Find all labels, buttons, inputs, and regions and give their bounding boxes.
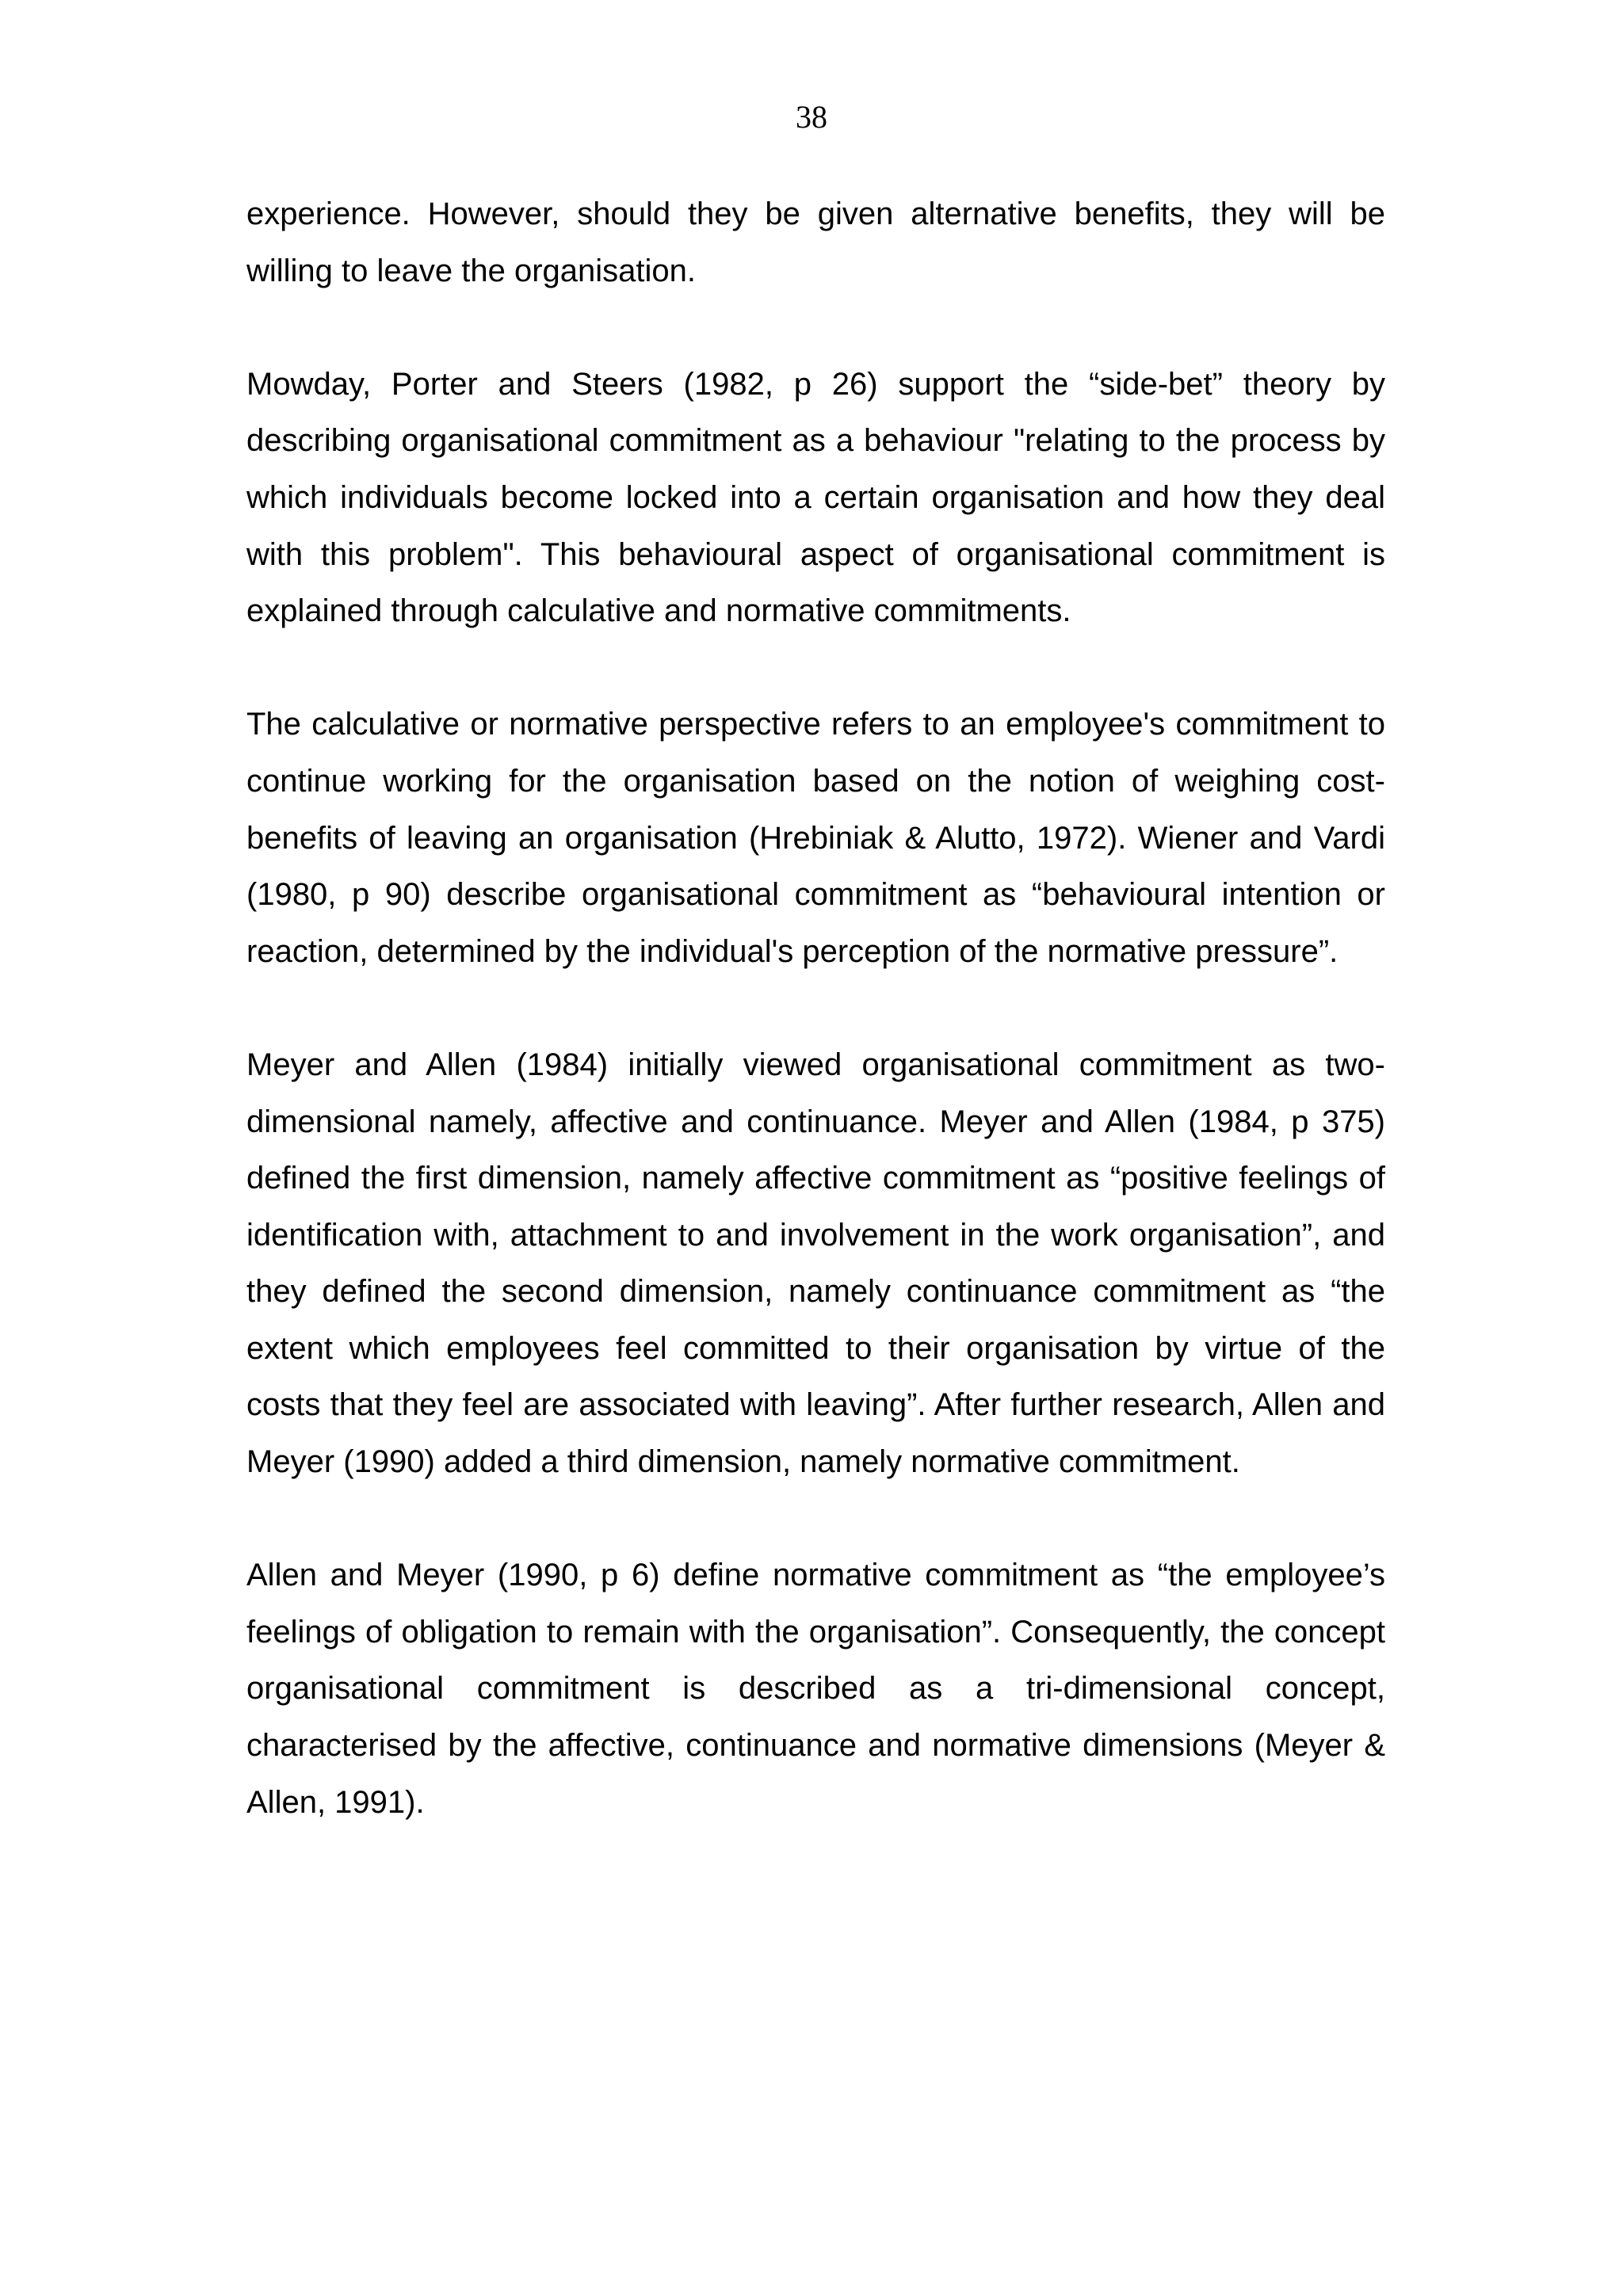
paragraph-1: experience. However, should they be given alternative benefits, they will be willing to leave the organisation. (246, 196, 1385, 288)
page-number: 38 (796, 99, 827, 135)
paragraph-2: Mowday, Porter and Steers (1982, p 26) support the “side-bet” theory by describing organisational commitment as a behaviour "relating to the process by which individuals become locked into a certain organisation and how they deal with this problem". This behavioural aspect of organisational commitment is explained through calculative and normative commitments. (246, 366, 1385, 629)
paragraph-5: Allen and Meyer (1990, p 6) define normative commitment as “the employee’s feelings of obligation to remain with the organisation”. Consequently, the concept organisational commitment is described as a tri-dimensional concept, characterised by the affective, continuance and normative dimensions (Meyer & Allen, 1991). (246, 1558, 1385, 1820)
body-text (246, 186, 1385, 1888)
paragraph-3: The calculative or normative perspective refers to an employee's commitment to continue working for the organisation based on the notion of weighing cost-benefits of leaving an organisation (Hrebiniak & Alutto, 1972). Wiener and Vardi (1980, p 90) describe organisational commitment as “behavioural intention or reaction, determined by the individual's perception of the normative pressure”. (246, 707, 1385, 969)
paragraph-4: Meyer and Allen (1984) initially viewed organisational commitment as two-dimensional namely, affective and continuance. Meyer and Allen (1984, p 375) defined the first dimension, namely affective commitment as “positive feelings of identification with, attachment to and involvement in the work organisation”, and they defined the second dimension, namely continuance commitment as “the extent which employees feel committed to their organisation by virtue of the costs that they feel are associated with leaving”. After further research, Allen and Meyer (1990) added a third dimension, namely normative commitment. (246, 1047, 1385, 1480)
